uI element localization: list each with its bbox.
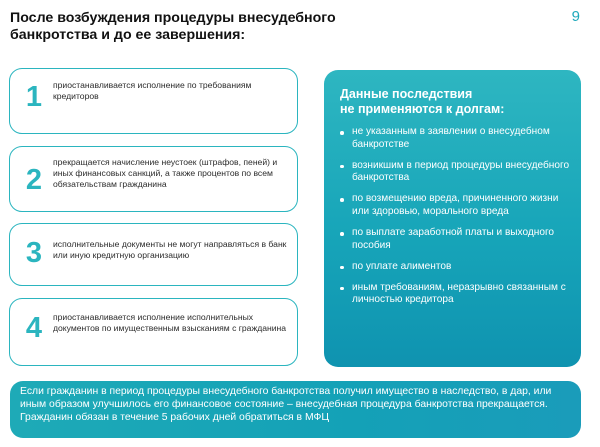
card-number: 1 bbox=[25, 81, 43, 113]
exceptions-panel bbox=[324, 70, 581, 367]
exception-item bbox=[340, 282, 572, 307]
page-title-line-2: банкротства и до ее завершения: bbox=[10, 27, 246, 43]
exception-text: по выплате заработной платы и выходного пособия bbox=[352, 227, 555, 251]
card-text: прекращается начисление неустоек (штрафов, пеней) и иных финансовых санкций, а также процентов по всем обязательствам гражданина bbox=[53, 157, 278, 189]
page-title bbox=[10, 10, 430, 44]
exception-item bbox=[340, 261, 572, 274]
page-number: 9 bbox=[571, 8, 580, 25]
exception-item bbox=[340, 160, 572, 185]
notice-banner bbox=[10, 381, 581, 438]
exception-text: по возмещению вреда, причиненного жизни или здоровью, морального вреда bbox=[352, 193, 559, 217]
notice-text-deadline: Гражданин обязан в течение 5 рабочих дней обратиться в МФЦ bbox=[20, 412, 330, 423]
exception-text: по уплате алиментов bbox=[352, 260, 452, 272]
exception-text: возникшим в период процедуры внесудебного банкротства bbox=[352, 159, 570, 184]
consequence-card-2 bbox=[9, 146, 298, 212]
bullet-icon bbox=[340, 287, 344, 291]
bullet-icon bbox=[340, 266, 344, 270]
bullet-icon bbox=[340, 165, 344, 169]
panel-title-line-1: Данные последствия bbox=[340, 87, 473, 101]
bullet-icon bbox=[340, 198, 344, 202]
card-text: исполнительные документы не могут направляться в банк или иную кредитную организацию bbox=[53, 239, 287, 260]
exception-text: иным требованиям, неразрывно связанным с личностью кредитора bbox=[352, 281, 566, 306]
panel-title-line-2: не применяются к долгам: bbox=[340, 102, 505, 116]
card-text: приостанавливается исполнение исполнительных документов по имущественным взысканиям с гражданина bbox=[53, 312, 287, 333]
exception-item bbox=[340, 126, 572, 151]
card-number: 2 bbox=[25, 164, 43, 196]
exception-text: не указанным в заявлении о внесудебном банкротстве bbox=[352, 126, 550, 150]
notice-text-main: Если гражданин в период процедуры внесудебного банкротства получил имущество в наследство, в дар, или иным образом улучшилось его финансовое состояние – внесудебная процедура банкротства прекращается. bbox=[20, 386, 552, 410]
card-number: 3 bbox=[25, 237, 43, 269]
consequence-card-3 bbox=[9, 223, 298, 286]
exception-item bbox=[340, 227, 572, 252]
page-title-line-1: После возбуждения процедуры внесудебного bbox=[10, 10, 336, 26]
card-number: 4 bbox=[25, 312, 43, 344]
bullet-icon bbox=[340, 131, 344, 135]
bullet-icon bbox=[340, 232, 344, 236]
consequence-card-4 bbox=[9, 298, 298, 366]
notice-text bbox=[20, 385, 576, 424]
exceptions-list bbox=[340, 126, 572, 316]
exception-item bbox=[340, 193, 572, 218]
exceptions-panel-title bbox=[340, 87, 570, 117]
consequence-card-1 bbox=[9, 68, 298, 134]
card-text: приостанавливается исполнение по требованиям кредиторов bbox=[53, 80, 252, 101]
